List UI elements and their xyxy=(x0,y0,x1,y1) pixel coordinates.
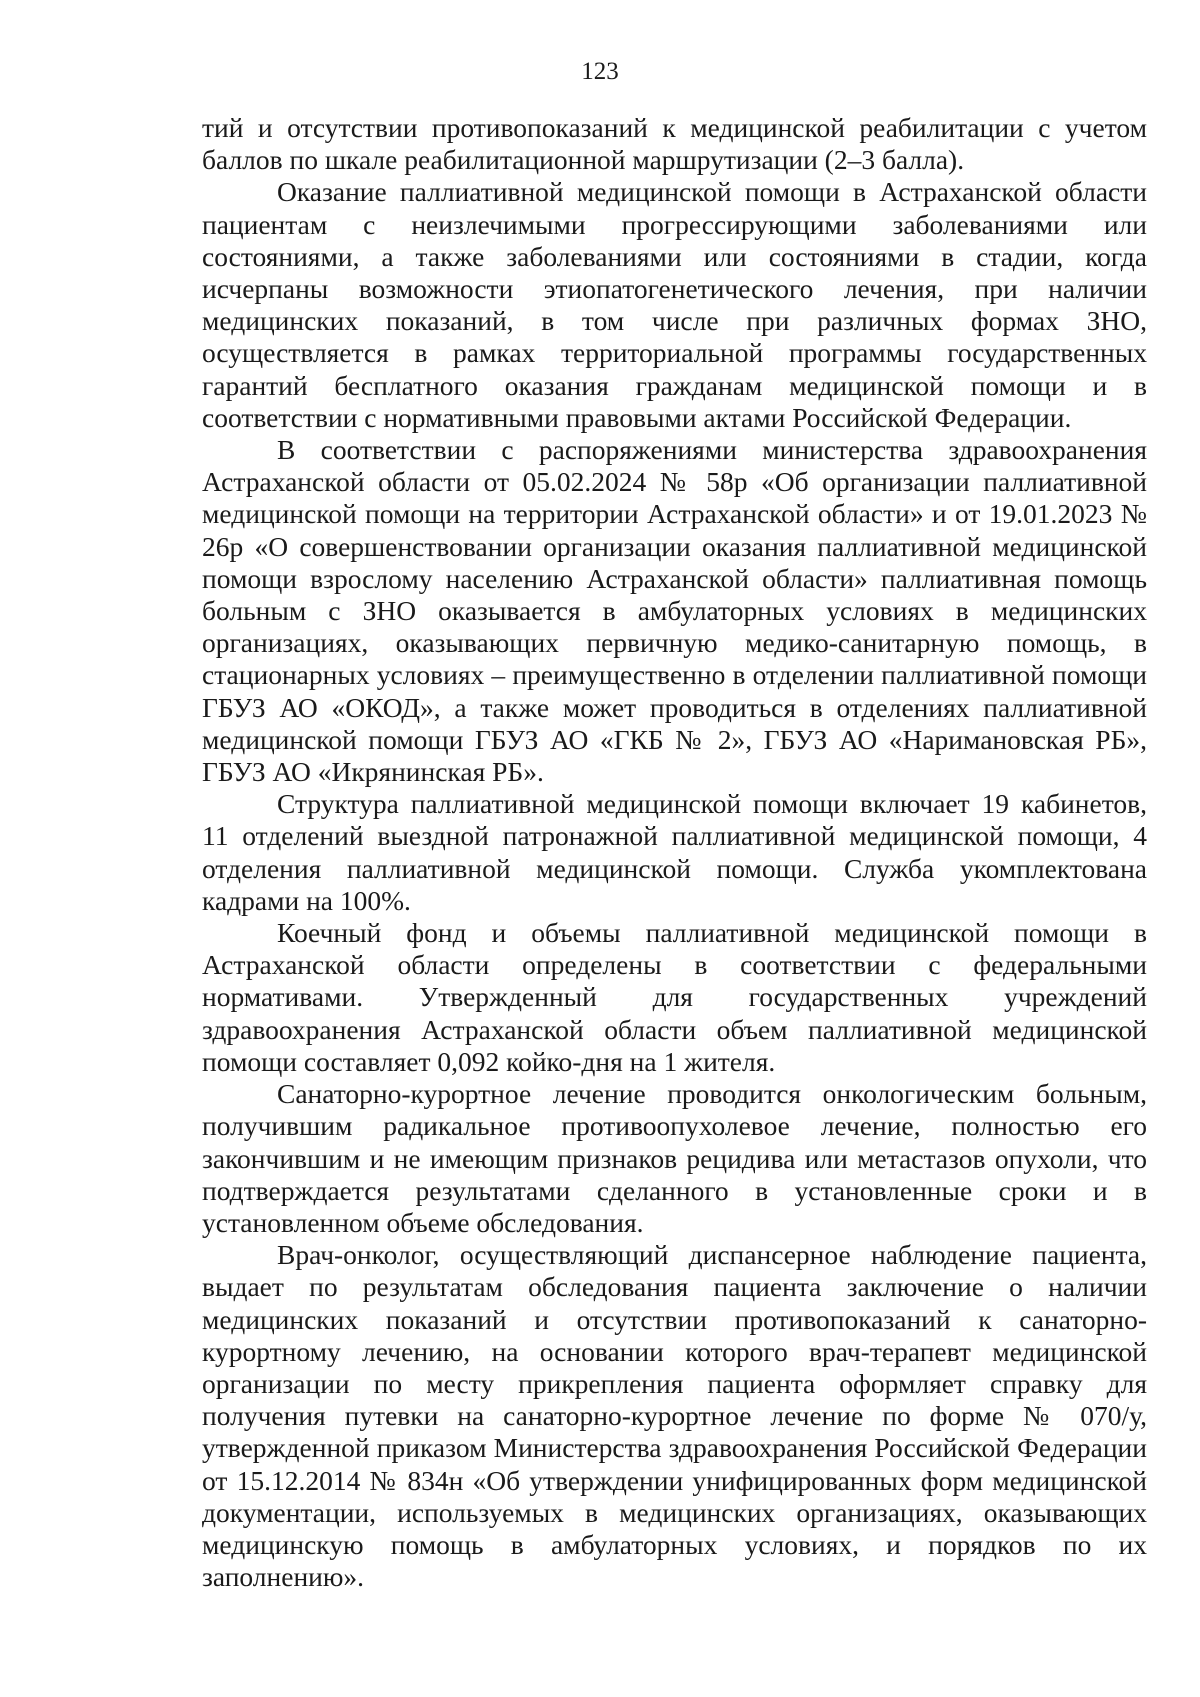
paragraph-oncologist-referral: Врач-онколог, осуществляющий диспансерное наблюдение пациента, выдает по результатам обследования пациента заключение о наличии медицинских показаний и отсутствии противопоказаний к санаторно-курортному лечению, на основании которого врач-терапевт медицинской организации по месту прикрепления пациента оформляет справку для получения путевки на санаторно-курортное лечение по форме № 070/у, утвержденной приказом Министерства здравоохранения Российской Федерации от 15.12.2014 № 834н «Об утверждении унифицированных форм медицинской документации, используемых в медицинских организациях, оказывающих медицинскую помощь в амбулаторных условиях, и порядков по их заполнению». xyxy=(202,1239,1147,1593)
paragraph-palliative-care: Оказание паллиативной медицинской помощи в Астраханской области пациентам с неизлечимыми прогрессирующими заболеваниями или состояниями, а также заболеваниями или состояниями в стадии, когда исчерпаны возможности этиопатогенетического лечения, при наличии медицинских показаний, в том числе при различных формах ЗНО, осуществляется в рамках территориальной программы государственных гарантий бесплатного оказания гражданам медицинской помощи и в соответствии с нормативными правовыми актами Российской Федерации. xyxy=(202,176,1147,433)
paragraph-ministry-orders: В соответствии с распоряжениями министерства здравоохранения Астраханской области от 05.02.2024 № 58р «Об организации паллиативной медицинской помощи на территории Астраханской области» и от 19.01.2023 № 26р «О совершенствовании организации оказания паллиативной медицинской помощи взрослому населению Астраханской области» паллиативная помощь больным с ЗНО оказывается в амбулаторных условиях в медицинских организациях, оказывающих первичную медико-санитарную помощь, в стационарных условиях – преимущественно в отделении паллиативной помощи ГБУЗ АО «ОКОД», а также может проводиться в отделениях паллиативной медицинской помощи ГБУЗ АО «ГКБ № 2», ГБУЗ АО «Наримановская РБ», ГБУЗ АО «Икрянинская РБ». xyxy=(202,434,1147,788)
paragraph-bed-fund: Коечный фонд и объемы паллиативной медицинской помощи в Астраханской области определены в соответствии с федеральными нормативами. Утвержденный для государственных учреждений здравоохранения Астраханской области объем паллиативной медицинской помощи составляет 0,092 койко-дня на 1 жителя. xyxy=(202,917,1147,1077)
document-body xyxy=(202,112,1147,1593)
paragraph-sanatorium-treatment: Санаторно-курортное лечение проводится онкологическим больным, получившим радикальное противоопухолевое лечение, полностью его закончившим и не имеющим признаков рецидива или метастазов опухоли, что подтверждается результатами сделанного в установленные сроки и в установленном объеме обследования. xyxy=(202,1078,1147,1238)
page-number: 123 xyxy=(581,58,619,85)
paragraph-care-structure: Структура паллиативной медицинской помощи включает 19 кабинетов, 11 отделений выездной патронажной паллиативной медицинской помощи, 4 отделения паллиативной медицинской помощи. Служба укомплектована кадрами на 100%. xyxy=(202,788,1147,916)
paragraph-continuation: тий и отсутствии противопоказаний к медицинской реабилитации с учетом баллов по шкале реабилитационной маршрутизации (2–3 балла). xyxy=(202,112,1147,176)
